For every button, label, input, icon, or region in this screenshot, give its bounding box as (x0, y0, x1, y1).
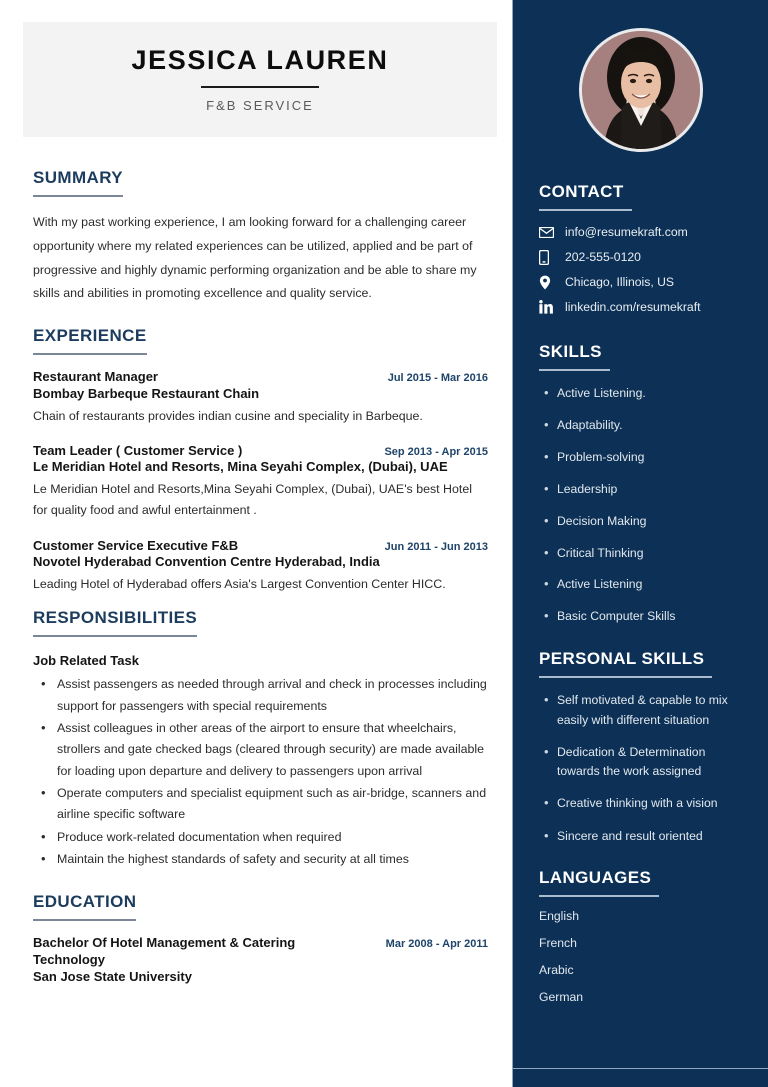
section-summary (33, 168, 488, 306)
envelope-icon (539, 224, 557, 240)
education-date: Mar 2008 - Apr 2011 (385, 938, 488, 951)
contact-linkedin-text: linkedin.com/resumekraft (565, 299, 701, 314)
section-experience (33, 326, 488, 595)
list-item: • Active Listening (557, 575, 749, 594)
section-responsibilities (33, 608, 488, 870)
list-item: • Critical Thinking (557, 544, 749, 563)
list-item: • Leadership (557, 480, 749, 499)
experience-entry-header (33, 369, 488, 386)
job-organization: Le Meridian Hotel and Resorts, Mina Seyahi Complex, (Dubai), UAE (33, 459, 448, 475)
list-item: • Maintain the highest standards of safety and security at all times (55, 849, 488, 870)
job-position: Restaurant Manager (33, 369, 158, 385)
job-description: Chain of restaurants provides indian cusine and speciality in Barbeque. (33, 408, 423, 423)
list-item: • Problem-solving (557, 448, 749, 467)
page-title: JESSICA LAUREN (131, 45, 389, 75)
contact-phone-text: 202-555-0120 (565, 249, 641, 264)
profile-photo-illustration (582, 31, 700, 149)
list-item: • Decision Making (557, 512, 749, 531)
list-item: • Creative thinking with a vision (557, 794, 749, 813)
contact-heading: CONTACT (539, 182, 632, 211)
languages-heading: LANGUAGES (539, 868, 659, 897)
sidebar-content (539, 182, 749, 1019)
experience-entry (33, 369, 488, 427)
personal-skills-list (539, 691, 749, 846)
sidebar (512, 0, 768, 1087)
list-item: • Produce work-related documentation when required (55, 827, 488, 848)
section-contact (539, 182, 749, 315)
job-organization: Novotel Hyderabad Convention Centre Hyderabad, India (33, 554, 380, 570)
responsibilities-subheading: Job Related Task (33, 653, 139, 669)
job-title: F&B SERVICE (206, 98, 314, 113)
summary-heading: SUMMARY (33, 168, 123, 197)
section-personal-skills (539, 649, 749, 846)
list-item: • Assist passengers as needed through arrival and check in processes including support for passengers with special requirements (55, 674, 488, 717)
job-organization: Bombay Barbeque Restaurant Chain (33, 385, 260, 401)
list-item: • Basic Computer Skills (557, 607, 749, 626)
contact-email[interactable] (539, 224, 749, 240)
avatar (579, 28, 703, 152)
language-item: German (539, 990, 584, 1005)
language-item: English (539, 908, 579, 923)
education-heading: EDUCATION (33, 892, 136, 921)
list-item: • Active Listening. (557, 384, 749, 403)
contact-email-text: info@resumekraft.com (565, 224, 688, 239)
job-date: Jul 2015 - Mar 2016 (387, 372, 488, 385)
list-item: • Assist colleagues in other areas of the airport to ensure that wheelchairs, strollers and gate checked bags (cleared through security) are made available for loading upon departure and delivery to passengers upon arrival (55, 718, 488, 782)
skills-list (539, 384, 749, 626)
list-item: • Sincere and result oriented (557, 827, 749, 846)
list-item: • Dedication & Determination towards the work assigned (557, 743, 749, 782)
language-item: Arabic (539, 963, 574, 978)
main-content (33, 168, 488, 986)
job-date: Jun 2011 - Jun 2013 (384, 540, 488, 553)
section-languages (539, 868, 749, 1004)
linkedin-icon (539, 299, 557, 315)
experience-entry (33, 443, 488, 522)
name-divider (201, 86, 319, 88)
summary-text: With my past working experience, I am looking forward for a challenging career opportunity where my related experiences can be utilized, applied and be part of progressive and highly dynamic performing organization and be able to share my skills and abilities in promoting excellence and quality service. (33, 215, 477, 301)
contact-linkedin[interactable] (539, 299, 749, 315)
experience-entry-header (33, 443, 488, 460)
page-break-line (513, 1068, 768, 1069)
personal-skills-heading: PERSONAL SKILLS (539, 649, 712, 678)
responsibilities-heading: RESPONSIBILITIES (33, 608, 197, 637)
job-description: Leading Hotel of Hyderabad offers Asia's Largest Convention Center HICC. (33, 576, 446, 591)
education-entry-header (33, 935, 488, 969)
education-school: San Jose State University (33, 969, 192, 985)
list-item: • Adaptability. (557, 416, 749, 435)
skills-heading: SKILLS (539, 342, 610, 371)
education-degree: Bachelor Of Hotel Management & Catering Technology (33, 935, 296, 968)
contact-phone[interactable] (539, 249, 749, 265)
contact-location[interactable] (539, 274, 749, 290)
contact-location-text: Chicago, Illinois, US (565, 274, 675, 289)
responsibilities-list (33, 674, 488, 870)
job-date: Sep 2013 - Apr 2015 (384, 445, 488, 458)
section-education (33, 892, 488, 986)
location-pin-icon (539, 274, 557, 290)
experience-entry-header (33, 538, 488, 555)
experience-heading: EXPERIENCE (33, 326, 147, 355)
job-position: Team Leader ( Customer Service ) (33, 442, 243, 458)
list-item: • Operate computers and specialist equipment such as air-bridge, scanners and airline specific software (55, 783, 488, 826)
mobile-phone-icon (539, 249, 557, 265)
list-item: • Self motivated & capable to mix easily with different situation (557, 691, 749, 730)
language-item: French (539, 936, 577, 951)
job-description: Le Meridian Hotel and Resorts,Mina Seyahi Complex, (Dubai), UAE's best Hotel for quality food and awful entertainment . (33, 482, 472, 518)
experience-entry (33, 538, 488, 596)
job-position: Customer Service Executive F&B (33, 537, 239, 553)
name-header-band (23, 22, 497, 137)
section-skills (539, 342, 749, 626)
